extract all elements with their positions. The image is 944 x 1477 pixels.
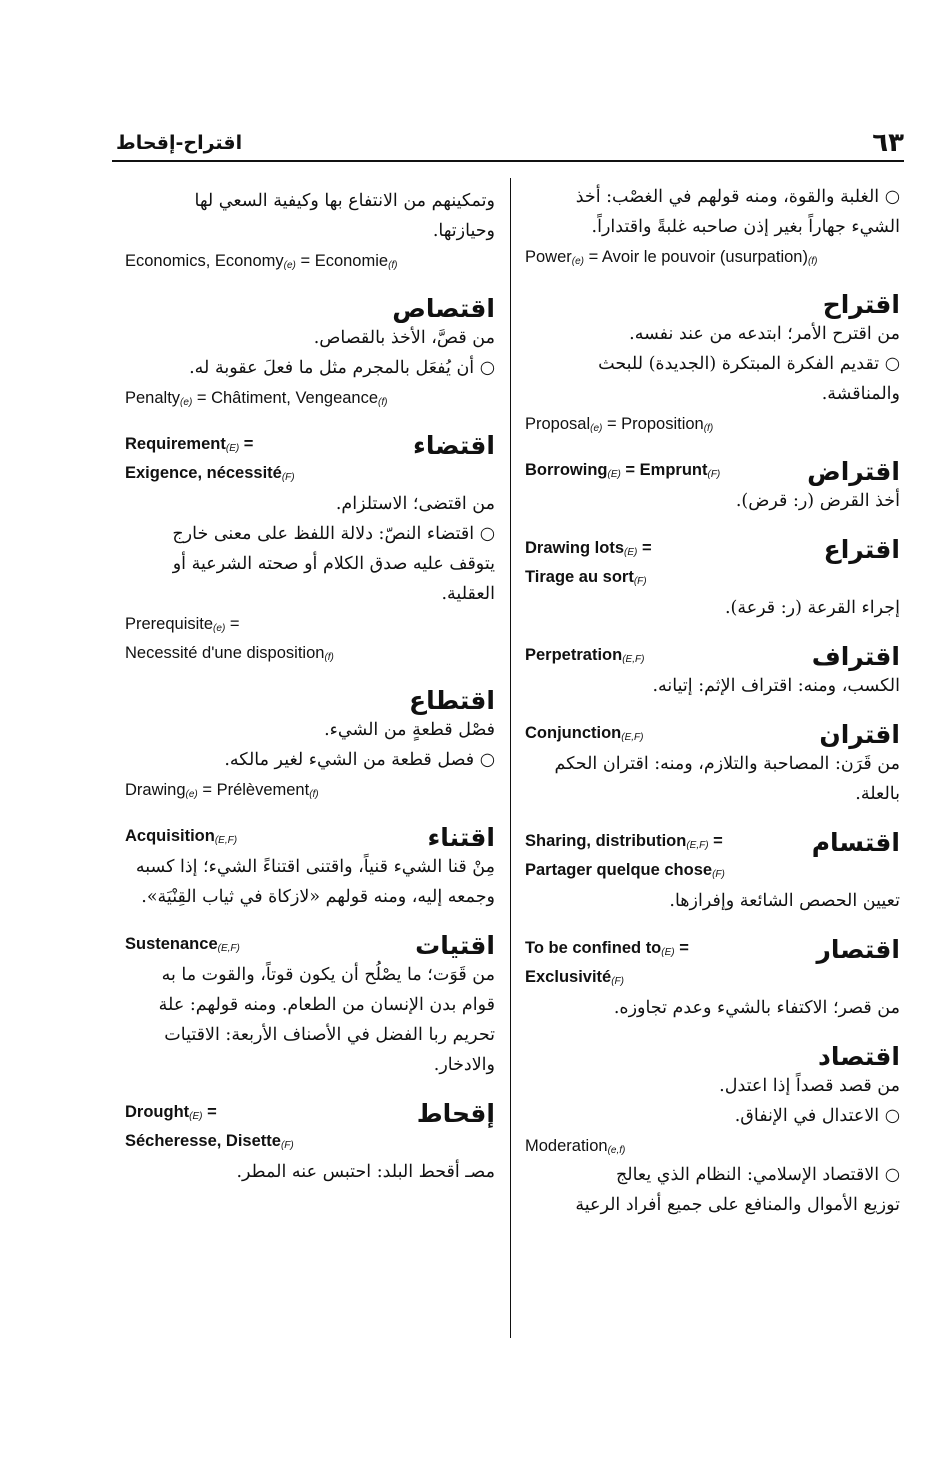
translation (125, 613, 495, 638)
dictionary-entry (525, 1037, 900, 1220)
entry-header (525, 715, 900, 749)
right-column (525, 182, 900, 1220)
header-rule (112, 160, 904, 162)
definition-line: من قصد قصداً إذا اعتدل. (719, 1076, 900, 1096)
dictionary-entry (125, 1094, 495, 1187)
language-tag: (e) (590, 423, 603, 434)
definition-line: وحيازتها. (432, 221, 495, 241)
french-term (525, 564, 900, 593)
language-tag: (f) (309, 789, 319, 800)
entry-header (525, 1037, 900, 1071)
entry-header (525, 452, 900, 486)
definition-line: توزيع الأموال والمنافع على جميع أفراد الرعية (575, 1195, 900, 1215)
dictionary-entry (125, 289, 495, 412)
headword: اقتراع (823, 535, 900, 564)
running-title: اقتراح-إقحاط (116, 132, 243, 154)
definition-line: ○ أن يُفعَل بالمجرم مثل ما فعلَ عقوبة له. (189, 358, 495, 378)
definition (525, 993, 900, 1023)
term-word: Requirement (125, 435, 226, 453)
term-word: Sustenance (125, 935, 218, 953)
language-tag: (F) (280, 1140, 294, 1151)
term-rest: = Emprunt (620, 461, 708, 479)
left-column (125, 186, 495, 1187)
french-term (525, 964, 900, 993)
continued-translation (125, 250, 495, 275)
language-tag: (F) (712, 869, 725, 880)
term-word: To be confined to (525, 939, 662, 957)
dictionary-entry (125, 681, 495, 804)
definition-line: ○ تقديم الفكرة المبتكرة (الجديدة) للبحث (598, 354, 900, 374)
term-rest: = (239, 435, 254, 453)
language-tag: (e) (180, 397, 193, 408)
dictionary-entry (525, 285, 900, 438)
language-tag: (E) (607, 469, 621, 480)
term-word: Exigence, nécessité (125, 464, 282, 482)
dictionary-entry (125, 818, 495, 912)
entry-header (525, 930, 900, 964)
headword: إقحاط (416, 1099, 495, 1128)
definition-line: من قصَّ، الأخذ بالقصاص. (313, 328, 495, 348)
definition-line: والمناقشة. (821, 384, 900, 404)
definition-line: بالعلة. (855, 784, 900, 804)
language-tag: (E,F) (214, 835, 238, 846)
entry-header (125, 681, 495, 715)
language-tag: (E) (225, 443, 240, 454)
language-tag: (f) (388, 260, 398, 271)
term-word: Partager quelque chose (525, 861, 713, 879)
language-tag: (E) (624, 547, 638, 558)
language-tag: (E,F) (217, 943, 240, 954)
language-tag: (f) (324, 652, 334, 663)
definition-line: والادخار. (433, 1055, 495, 1075)
term-rest: = (202, 1103, 217, 1121)
headword: اقتصار (816, 935, 900, 964)
entry-header (525, 530, 900, 564)
headword: اقتصاد (818, 1042, 900, 1071)
continued-definition (125, 186, 495, 246)
definition-line: يتوقف عليه صدق الكلام أو صحته الشرعية أو (172, 554, 495, 574)
definition-line: قوام بدن الإنسان من الطعام. ومنه قولهم: علة (158, 995, 495, 1015)
term-word: Sharing, distribution (525, 832, 687, 850)
continued-translation (525, 246, 900, 271)
term-rest: = (637, 539, 652, 557)
term-word: Exclusivité (525, 968, 612, 986)
term-word: Prerequisite (125, 615, 214, 633)
entry-header (525, 823, 900, 857)
language-tag: (F) (611, 976, 624, 987)
entry-header (125, 818, 495, 852)
definition-line: من قصر؛ الاكتفاء بالشيء وعدم تجاوزه. (613, 998, 900, 1018)
definition-line: من اقترح الأمر؛ ابتدعه من عند نفسه. (629, 324, 900, 344)
headword: اقتراح (822, 290, 900, 319)
definition (525, 886, 900, 916)
definition-line: ○ الغلبة والقوة، ومنه قولهم في الغصْب: أخذ (575, 187, 900, 207)
definition-line: العقلية. (441, 584, 495, 604)
definition (525, 749, 900, 809)
definition-line: وتمكينهم من الانتفاع بها وكيفية السعي لها (194, 191, 495, 211)
term-word: Proposal (525, 415, 591, 433)
definition (125, 960, 495, 1080)
dictionary-entry (525, 530, 900, 623)
entry-header (125, 426, 495, 460)
language-tag: (f) (807, 256, 818, 267)
language-tag: (e) (283, 260, 296, 271)
page-header (112, 128, 904, 158)
dictionary-entry (125, 926, 495, 1080)
language-tag: (e) (185, 789, 198, 800)
headword: اقتران (819, 720, 900, 749)
term-word: Conjunction (525, 724, 622, 742)
definition-line: من قَرَن: المصاحبة والتلازم، ومنه: اقتران الحكم (554, 754, 900, 774)
definition-continued (525, 1160, 900, 1220)
english-term (125, 1099, 217, 1128)
dictionary-entry (525, 452, 900, 516)
language-tag: (e) (571, 256, 585, 267)
language-tag: (E) (661, 947, 675, 958)
headword: اقتناء (427, 823, 495, 852)
column-divider (510, 178, 511, 1338)
term-word: Necessité d'une disposition (125, 644, 325, 662)
headword: اقتسام (811, 828, 900, 857)
definition (125, 852, 495, 912)
definition-line: أخذ القرض (ر: قرض). (735, 491, 900, 511)
english-term (525, 935, 689, 964)
term-rest: = (674, 939, 689, 957)
term-rest: = Economie (295, 252, 389, 270)
headword: اقتراض (807, 457, 900, 486)
definition (125, 1157, 495, 1187)
definition-line: الكسب، ومنه: اقتراف الإثم: إتيانه. (652, 676, 900, 696)
definition-line: الشيء جهاراً بغير إذن صاحبه غلبةً واقتداراً. (591, 217, 900, 237)
term-word: Perpetration (525, 646, 623, 664)
definition-line: تحريم ربا الفضل في الأصناف الأربعة: الاقتيات (164, 1025, 495, 1045)
definition-line: إجراء القرعة (ر: قرعة). (724, 598, 900, 618)
entry-header (525, 637, 900, 671)
entry-header (125, 289, 495, 323)
language-tag: (E) (189, 1111, 203, 1122)
term-word: Drawing (125, 781, 186, 799)
term-word: Drawing lots (525, 539, 625, 557)
dictionary-entry (525, 715, 900, 809)
language-tag: (E,F) (686, 840, 709, 851)
language-tag: (E,F) (622, 654, 645, 665)
translation (525, 413, 900, 438)
term-rest: = Proposition (602, 415, 704, 433)
english-term (525, 720, 643, 749)
definition-line: وجمعه إليه، ومنه قولهم «لازكاة في ثياب القِنْيَة». (141, 887, 495, 907)
translation (125, 779, 495, 804)
headword: اقتراف (811, 642, 900, 671)
headword: اقتطاع (409, 686, 495, 715)
definition (525, 671, 900, 701)
language-tag: (f) (378, 397, 388, 408)
english-term (525, 642, 644, 671)
language-tag: (F) (633, 576, 647, 587)
term-word: Penalty (125, 389, 181, 407)
continued-definition (525, 182, 900, 242)
definition-line: من اقتضى؛ الاستلزام. (335, 494, 495, 514)
french-term (125, 1128, 495, 1157)
translation (125, 387, 495, 412)
language-tag: (E,F) (621, 732, 644, 743)
term-word: Power (525, 248, 572, 266)
definition (525, 593, 900, 623)
french-term (125, 460, 495, 489)
dictionary-entry (525, 823, 900, 916)
language-tag: (e) (213, 623, 226, 634)
definition (525, 486, 900, 516)
term-word: Borrowing (525, 461, 608, 479)
language-tag: (f) (703, 423, 714, 434)
definition-line: مصـ أقحط البلد: احتبس عنه المطر. (236, 1162, 495, 1182)
dictionary-entry (525, 637, 900, 701)
term-rest: = Prélèvement (197, 781, 310, 799)
entry-header (125, 1094, 495, 1128)
definition (525, 319, 900, 409)
term-word: Moderation (525, 1137, 608, 1155)
term-word: Economics, Economy (125, 252, 284, 270)
term-rest: = (708, 832, 723, 850)
definition-line: ○ الاعتدال في الإنفاق. (734, 1106, 900, 1126)
headword: اقتيات (415, 931, 495, 960)
definition-line: ○ فصل قطعة من الشيء لغير مالكه. (224, 750, 495, 770)
term-rest: = Châtiment, Vengeance (192, 389, 379, 407)
headword: اقتضاء (413, 431, 495, 460)
english-term (525, 535, 652, 564)
definition (125, 323, 495, 383)
definition (525, 1071, 900, 1131)
entry-header (525, 285, 900, 319)
language-tag: (F) (707, 469, 721, 480)
dictionary-entry (525, 930, 900, 1023)
english-term (125, 431, 253, 460)
definition-line: مِنْ قنا الشيء قنياً، واقتنى اقتناءً الشيء؛ إذا كسبه (135, 857, 495, 877)
english-term (125, 823, 237, 852)
language-tag: (e,f) (607, 1145, 626, 1156)
definition-line: ○ الاقتصاد الإسلامي: النظام الذي يعالج (615, 1165, 900, 1185)
english-term (525, 828, 723, 857)
entry-header (125, 926, 495, 960)
language-tag: (F) (281, 472, 295, 483)
translation-continued (125, 642, 495, 667)
term-rest: = Avoir le pouvoir (usurpation) (584, 248, 808, 266)
term-word: Drought (125, 1103, 190, 1121)
term-word: Acquisition (125, 827, 215, 845)
dictionary-entry (125, 426, 495, 667)
page-number: ٦٣ (872, 128, 904, 158)
french-term (525, 857, 900, 886)
definition-line: تعيين الحصص الشائعة وإفرازها. (669, 891, 900, 911)
definition (125, 715, 495, 775)
term-word: Tirage au sort (525, 568, 634, 586)
definition-line: فصْل قطعةٍ من الشيء. (324, 720, 495, 740)
translation (525, 1135, 900, 1160)
term-rest: = (225, 615, 240, 633)
definition (125, 489, 495, 609)
english-term (125, 931, 240, 960)
headword: اقتصاص (392, 294, 495, 323)
definition-line: ○ اقتضاء النصّ: دلالة اللفظ على معنى خارج (172, 524, 495, 544)
english-term (525, 457, 720, 486)
term-word: Sécheresse, Disette (125, 1132, 281, 1150)
definition-line: من قَوَت؛ ما يصْلُح أن يكون قوتاً، والقوت ما به (161, 965, 495, 985)
